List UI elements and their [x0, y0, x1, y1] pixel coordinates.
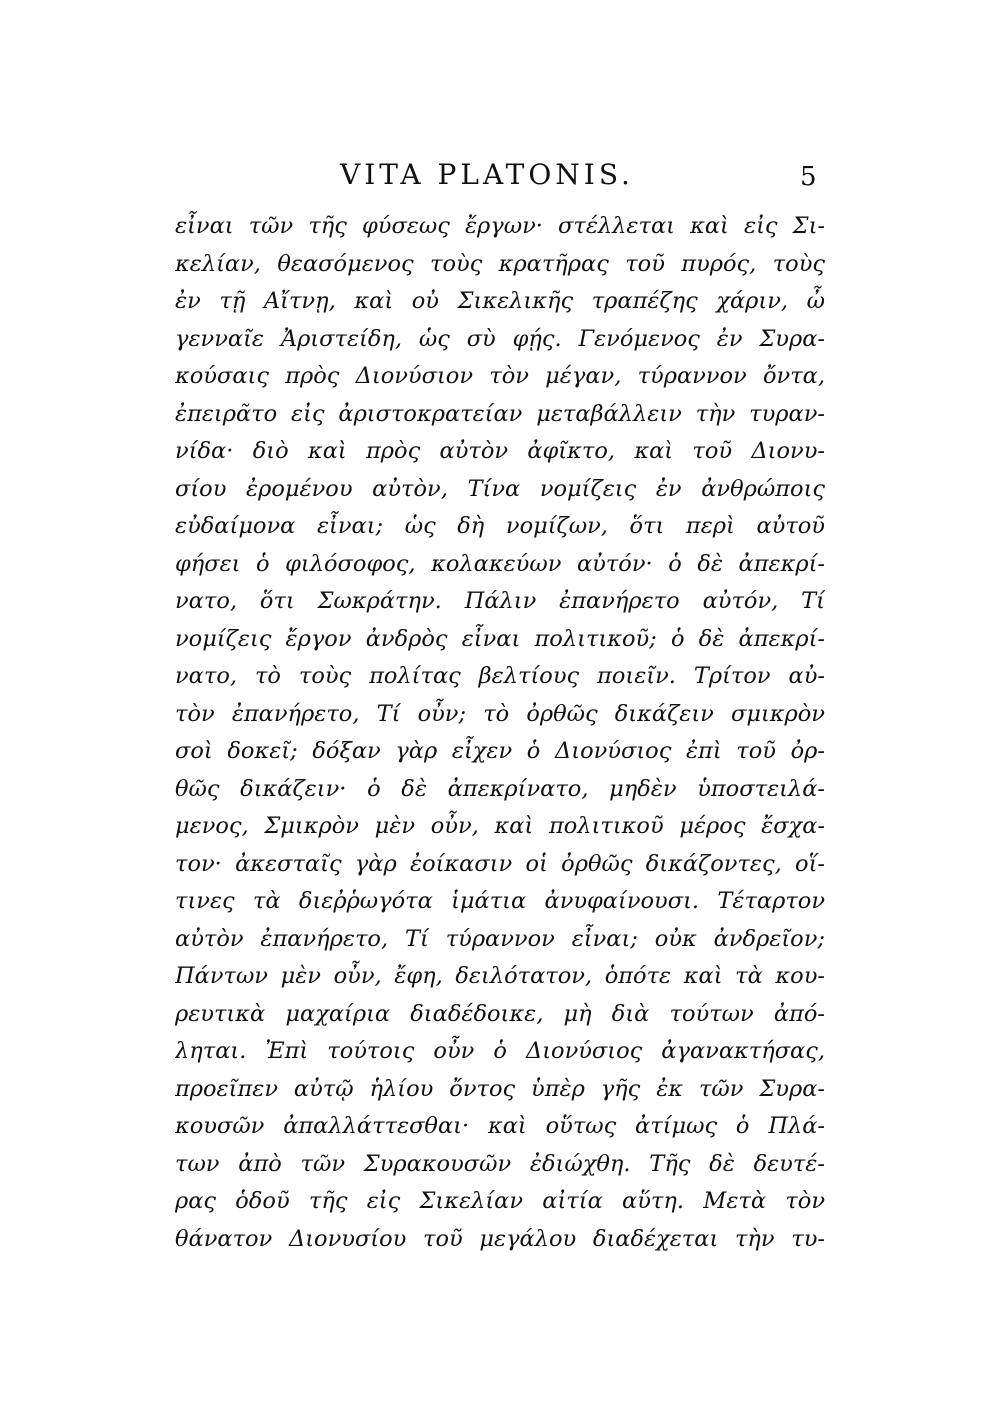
text-line: ρευτικὰ μαχαίρια διαδέδοικε, μὴ διὰ τούτων ἀπό-: [175, 1000, 825, 1027]
text-line: τὸν ἐπανήρετο, Τί οὖν; τὸ ὀρθῶς δικάζειν σμικρὸν: [175, 700, 825, 727]
text-line: τινες τὰ διεῤῥωγότα ἱμάτια ἀνυφαίνουσι. Τέταρτον: [175, 888, 825, 914]
text-line: κουσῶν ἀπαλλάττεσθαι· καὶ οὕτως ἀτίμως ὁ Πλά-: [175, 1113, 825, 1139]
text-line: νατο, ὅτι Σωκράτην. Πάλιν ἐπανήρετο αὐτόν, Τί: [175, 588, 825, 614]
text-line: νίδα· διὸ καὶ πρὸς αὐτὸν ἀφῖκτο, καὶ τοῦ Διονυ-: [175, 438, 825, 464]
text-line: νατο, τὸ τοὺς πολίτας βελτίους ποιεῖν. Τρίτον αὐ-: [175, 663, 825, 689]
text-line: ἐπειρᾶτο εἰς ἀριστοκρατείαν μεταβάλλειν τὴν τυραν-: [175, 400, 825, 427]
running-title: VITA PLATONIS.: [340, 158, 634, 191]
text-line: κούσαις πρὸς Διονύσιον τὸν μέγαν, τύραννον ὄντα,: [175, 363, 825, 389]
text-line: ληται. Ἐπὶ τούτοις οὖν ὁ Διονύσιος ἀγανακτήσας,: [175, 1038, 825, 1064]
text-line: Πάντων μὲν οὖν, ἔφη, δειλότατον, ὁπότε καὶ τὰ κου-: [175, 963, 825, 989]
text-line: εὐδαίμονα εἶναι; ὡς δὴ νομίζων, ὅτι περὶ αὐτοῦ: [175, 513, 825, 539]
text-line: σίου ἐρομένου αὐτὸν, Τίνα νομίζεις ἐν ἀνθρώποις: [175, 475, 825, 502]
running-head: [0, 158, 1000, 198]
text-line: θάνατον Διονυσίου τοῦ μεγάλου διαδέχεται τὴν τυ-: [175, 1225, 825, 1252]
text-line: νομίζεις ἔργον ἀνδρὸς εἶναι πολιτικοῦ; ὁ δὲ ἀπεκρί-: [175, 625, 825, 652]
text-line: κελίαν, θεασόμενος τοὺς κρατῆρας τοῦ πυρός, τοὺς: [175, 250, 825, 277]
text-line: γενναῖε Ἀριστείδη, ὡς σὺ φῄς. Γενόμενος ἐν Συρα-: [175, 325, 825, 352]
body-text: [175, 208, 825, 1258]
text-line: των ἀπὸ τῶν Συρακουσῶν ἐδιώχθη. Τῆς δὲ δευτέ-: [175, 1150, 825, 1177]
text-line: αὐτὸν ἐπανήρετο, Τί τύραννον εἶναι; οὐκ ἀνδρεῖον;: [175, 925, 825, 952]
text-line: σοὶ δοκεῖ; δόξαν γὰρ εἶχεν ὁ Διονύσιος ἐπὶ τοῦ ὀρ-: [175, 738, 825, 764]
text-line: ρας ὁδοῦ τῆς εἰς Σικελίαν αἰτία αὕτη. Μετὰ τὸν: [175, 1188, 825, 1214]
text-line: θῶς δικάζειν· ὁ δὲ ἀπεκρίνατο, μηδὲν ὑποστειλά-: [175, 775, 825, 802]
text-line: φήσει ὁ φιλόσοφος, κολακεύων αὐτόν· ὁ δὲ ἀπεκρί-: [175, 550, 825, 577]
text-line: προεῖπεν αὐτῷ ἡλίου ὄντος ὑπὲρ γῆς ἐκ τῶν Συρα-: [175, 1075, 825, 1102]
text-line: τον· ἀκεσταῖς γὰρ ἐοίκασιν οἱ ὀρθῶς δικάζοντες, οἵ-: [175, 850, 825, 877]
text-line: μενος, Σμικρὸν μὲν οὖν, καὶ πολιτικοῦ μέρος ἔσχα-: [175, 813, 825, 839]
text-line: ἐν τῇ Αἴτνῃ, καὶ οὐ Σικελικῆς τραπέζης χάριν, ὦ: [175, 288, 825, 314]
page-number: 5: [800, 162, 817, 192]
text-line: εἶναι τῶν τῆς φύσεως ἔργων· στέλλεται καὶ εἰς Σι-: [175, 213, 825, 239]
